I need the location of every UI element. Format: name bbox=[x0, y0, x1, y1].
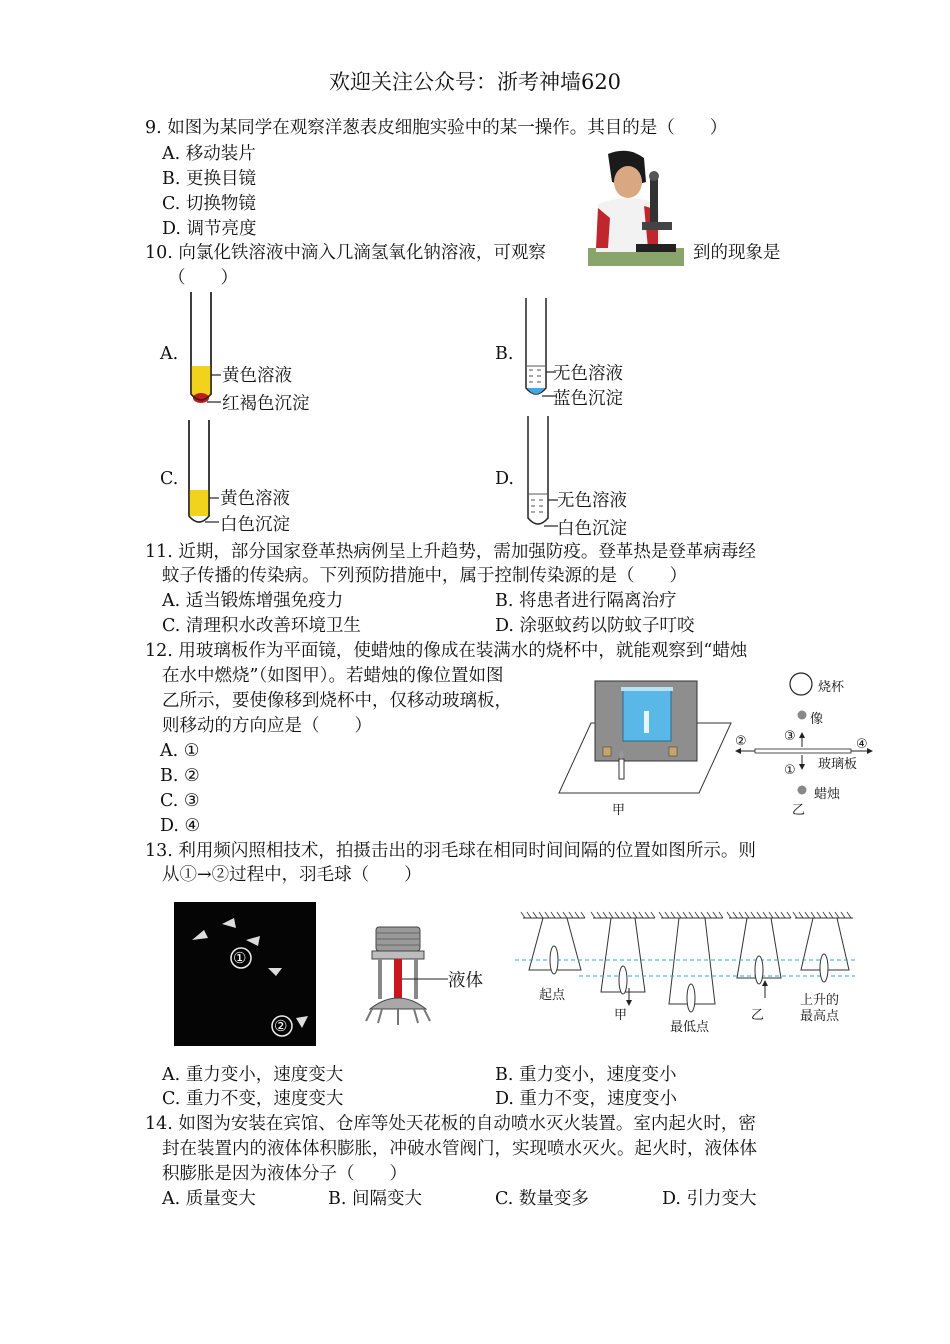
test-tube-a bbox=[185, 290, 225, 410]
q11-option-c: C. 清理积水改善环境卫生 bbox=[162, 616, 361, 636]
q13-option-d: D. 重力不变，速度变小 bbox=[495, 1089, 678, 1109]
q10-stem-left: 10. 向氯化铁溶液中滴入几滴氢氧化钠溶液，可观察 bbox=[145, 243, 546, 263]
q12-option-b: B. ② bbox=[160, 766, 200, 786]
q14-option-b: B. 间隔变大 bbox=[328, 1189, 422, 1209]
q13-photo-n2: ② bbox=[274, 1017, 288, 1035]
q14-line1: 14. 如图为安装在宾馆、仓库等处天花板的自动喷水灭火装置。室内起火时，密 bbox=[145, 1114, 756, 1134]
q10-c-top-label: 黄色溶液 bbox=[220, 489, 290, 509]
q12-fig-yi-caption: 乙 bbox=[792, 803, 806, 818]
q10-b-top-label: 无色溶液 bbox=[553, 364, 623, 384]
q10-d-top-label: 无色溶液 bbox=[557, 491, 627, 511]
q11-option-a: A. 适当锻炼增强免疫力 bbox=[162, 591, 344, 611]
q12-label-n4: ④ bbox=[856, 737, 868, 752]
q12-option-a: A. ① bbox=[160, 741, 200, 761]
q12-label-n1: ① bbox=[784, 763, 796, 778]
q13-photo-n1: ① bbox=[233, 949, 247, 967]
q14-line3: 积膨胀是因为液体分子（ ） bbox=[162, 1164, 407, 1184]
q13-bobber-jia: 甲 bbox=[614, 1008, 628, 1023]
q13-option-b: B. 重力变小，速度变小 bbox=[495, 1065, 677, 1085]
q14-option-c: C. 数量变多 bbox=[495, 1189, 589, 1209]
q12-option-c: C. ③ bbox=[160, 791, 200, 811]
q14-option-a: A. 质量变大 bbox=[162, 1189, 256, 1209]
page-header: 欢迎关注公众号：浙考神墙620 bbox=[328, 70, 622, 94]
q13-sprinkler-label: 液体 bbox=[448, 971, 483, 991]
q10-a-bottom-label: 红褐色沉淀 bbox=[222, 394, 310, 414]
q12-label-n2: ② bbox=[735, 734, 747, 749]
q13-bobber-highest-1: 上升的 bbox=[800, 993, 840, 1008]
q12-label-glass: 玻璃板 bbox=[818, 757, 858, 772]
q10-option-c-letter: C. bbox=[160, 469, 179, 489]
figure-jia-candle-mirror bbox=[555, 675, 735, 820]
q12-label-candle: 蜡烛 bbox=[814, 787, 841, 802]
q9-option-b: B. 更换目镜 bbox=[162, 169, 256, 189]
q12-line3: 乙所示，要使像移到烧杯中，仅移动玻璃板， bbox=[162, 691, 512, 711]
q12-label-n3: ③ bbox=[784, 729, 796, 744]
q10-option-b-letter: B. bbox=[495, 344, 514, 364]
q11-option-d: D. 涂驱蚊药以防蚊子叮咬 bbox=[495, 616, 695, 636]
q13-option-a: A. 重力变小，速度变大 bbox=[162, 1065, 344, 1085]
q9-stem: 9. 如图为某同学在观察洋葱表皮细胞实验中的某一操作。其目的是（ ） bbox=[145, 118, 728, 138]
q10-stem-right: 到的现象是 bbox=[693, 243, 781, 263]
q10-a-top-label: 黄色溶液 bbox=[222, 366, 292, 386]
shuttlecock-strobe-photo bbox=[174, 902, 316, 1046]
microscope-student-image bbox=[588, 148, 684, 266]
q13-option-c: C. 重力不变，速度变大 bbox=[162, 1089, 344, 1109]
q11-option-b: B. 将患者进行隔离治疗 bbox=[495, 591, 677, 611]
q12-line2: 在水中燃烧”（如图甲）。若蜡烛的像位置如图 bbox=[162, 666, 504, 686]
q13-bobber-lowest: 最低点 bbox=[670, 1020, 710, 1035]
q10-d-bottom-label: 白色沉淀 bbox=[557, 519, 627, 539]
test-tube-d bbox=[522, 414, 562, 538]
q12-line1: 12. 用玻璃板作为平面镜，使蜡烛的像成在装满水的烧杯中，就能观察到“蜡烛 bbox=[145, 641, 748, 661]
q9-option-c: C. 切换物镜 bbox=[162, 194, 256, 214]
q13-line1: 13. 利用频闪照相技术，拍摄击出的羽毛球在相同时间间隔的位置如图所示。则 bbox=[145, 841, 756, 861]
q10-c-bottom-label: 白色沉淀 bbox=[220, 515, 290, 535]
q12-label-beaker: 烧杯 bbox=[818, 680, 845, 695]
q14-line2: 封在装置内的液体体积膨胀，冲破水管阀门，实现喷水灭火。起火时，液体体 bbox=[162, 1139, 757, 1159]
q13-bobber-yi: 乙 bbox=[751, 1008, 765, 1023]
q10-b-bottom-label: 蓝色沉淀 bbox=[553, 389, 623, 409]
q12-line4: 则移动的方向应是（ ） bbox=[162, 716, 372, 736]
q11-line2: 蚊子传播的传染病。下列预防措施中，属于控制传染源的是（ ） bbox=[162, 566, 687, 586]
q12-option-d: D. ④ bbox=[160, 816, 201, 836]
q9-option-d: D. 调节亮度 bbox=[162, 219, 257, 239]
q12-fig-jia-caption: 甲 bbox=[612, 803, 626, 818]
q13-bobber-start: 起点 bbox=[539, 988, 566, 1003]
q13-bobber-highest-2: 最高点 bbox=[800, 1009, 840, 1024]
q14-option-d: D. 引力变大 bbox=[662, 1189, 757, 1209]
q10-paren: （ ） bbox=[168, 268, 238, 288]
test-tube-c bbox=[183, 418, 223, 534]
q13-line2: 从①→②过程中，羽毛球（ ） bbox=[162, 865, 422, 885]
q11-line1: 11. 近期，部分国家登革热病例呈上升趋势，需加强防疫。登革热是登革病毒经 bbox=[145, 542, 756, 562]
q10-option-a-letter: A. bbox=[160, 344, 179, 364]
q12-label-image: 像 bbox=[810, 712, 824, 727]
q10-option-d-letter: D. bbox=[495, 469, 514, 489]
q9-option-a: A. 移动装片 bbox=[162, 144, 256, 164]
